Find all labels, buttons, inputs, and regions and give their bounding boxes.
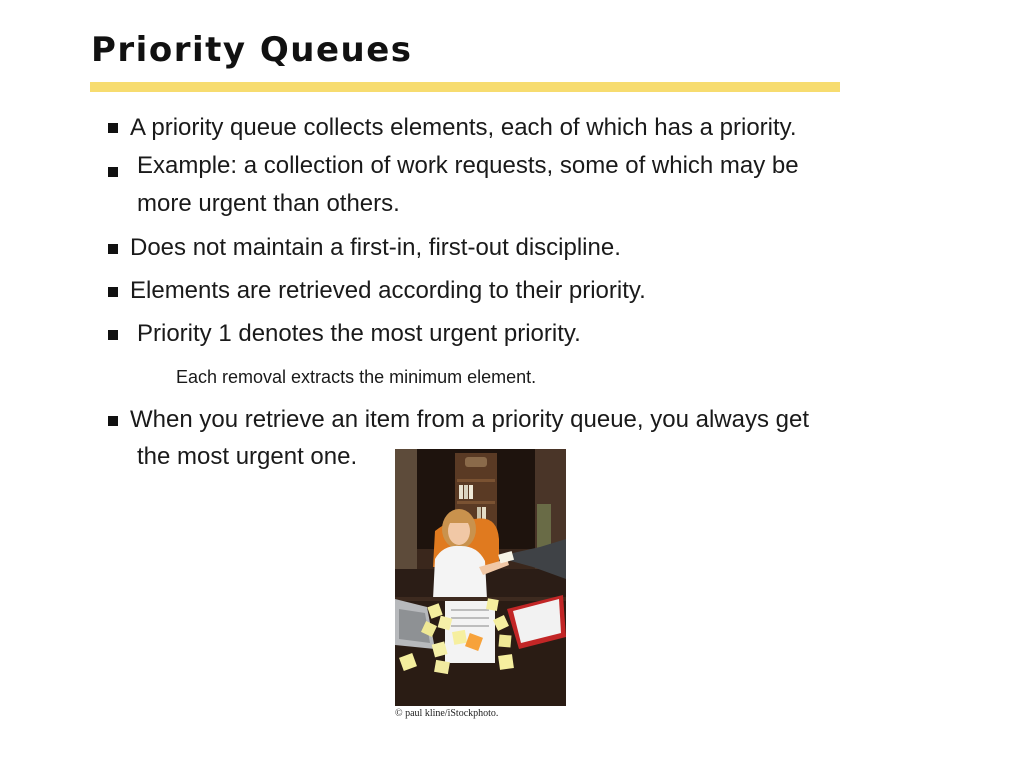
- title-underline: [90, 82, 840, 92]
- office-photo: [395, 449, 566, 706]
- bullet-text-continuation: the most urgent one.: [137, 443, 358, 470]
- bullet-text: Priority 1 denotes the most urgent priority.: [137, 320, 581, 347]
- bullet-text: Elements are retrieved according to their priority.: [130, 277, 646, 304]
- photo-credit: © paul kline/iStockphoto.: [395, 708, 499, 719]
- bullet-marker: [108, 330, 118, 340]
- bullet-marker: [108, 123, 118, 133]
- slide-title: Priority Queues: [91, 30, 413, 70]
- bullet-text: A priority queue collects elements, each of which has a priority.: [130, 114, 797, 141]
- bullet-marker: [108, 167, 118, 177]
- bullet-marker: [108, 244, 118, 254]
- bullet-marker: [108, 287, 118, 297]
- sub-note: Each removal extracts the minimum element.: [176, 367, 537, 387]
- bullet-text-continuation: more urgent than others.: [137, 190, 400, 217]
- bullet-text: Does not maintain a first-in, first-out discipline.: [130, 234, 621, 261]
- bullet-marker: [108, 416, 118, 426]
- bullet-text: Example: a collection of work requests, some of which may be: [137, 152, 799, 179]
- bullet-text: When you retrieve an item from a priority queue, you always get: [130, 406, 809, 433]
